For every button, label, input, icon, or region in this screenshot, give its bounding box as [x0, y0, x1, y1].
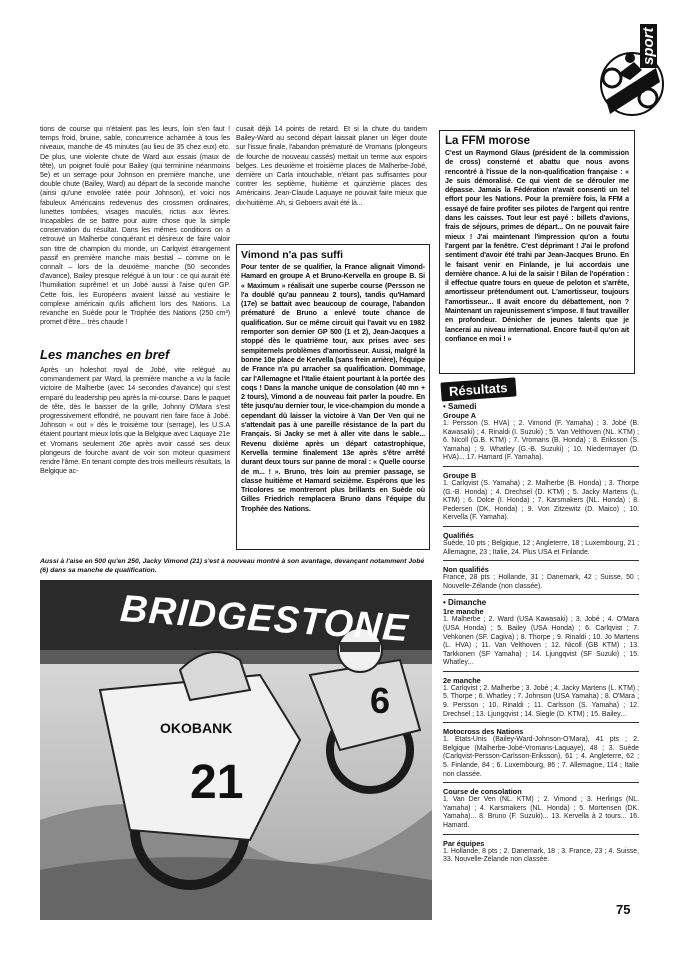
equipes-label: Par équipes	[443, 838, 485, 848]
article-manches-text: Après un holeshot royal de Jobé, vite relégué au commandement par Ward, la première manche a vu la facile victoire de Malherbe (avec 14 secondes d'avance) qui s'est emparé du leadership peu après la mi-course. Dans le paquet de tête, dès le baisser de la grille, Johnny O'Mara s'est progressivement effondré, ne pouvant rien faire face à Jobé. Johnson « out » dès le troisième tour (serrage), les U.S.A étaient pourtant mieux lotis que la Belgique avec Laquaye 21e et Vromans seulement 26e après avoir cassé ses deux plongeurs de fourche avant de voir son moteur quasiment rendre l'âme. En tenant compte des trois meilleurs résultats, la Belgique ac-	[40, 366, 230, 476]
results-panel	[443, 380, 639, 912]
vimond-box-title: Vimond n'a pas suffi	[241, 249, 344, 261]
article-col2-text: cusait déjà 14 points de retard. Et si la chute du tandem Bailey-Ward au second départ laissait planer un léger doute sur l'issue finale, l'abandon prématuré de Vromans (plongeurs de fourche de nouveau cassés) mettait un terme aux espoirs belges. Les deuxième et troisième places de Malherbe-Jobé, dernière un Carla intouchable, n'étant pas suffisantes pour contrer les septième, huitième et quinzième places des Américains. Jean-Claude Laquaye ne pouvait faire mieux que dix-huitième. Ah, si Geboers avait été là...	[236, 125, 427, 207]
motocross-results: 1. Etats-Unis (Bailey-Ward-Johnson-O'Mara), 41 pts ; 2. Belgique (Malherbe-Jobé-Vromans-Laquaye), 48 ; 3. Suède (Carlqvist-Persson-Carlsson-Eriksson), 61 ; 4. Angleterre, 62 ; 5. Finlande, 84 ; 6. Luxembourg, 86 ; 7. Allemagne, 114 ; Italie non classée.	[443, 736, 639, 778]
equipes-results: 1. Hollande, 8 pts ; 2. Danemark, 18 ; 3. France, 23 ; 4. Suisse, 33. Nouvelle-Zélande non classée.	[443, 847, 639, 864]
groupe-b-label: Groupe B	[443, 470, 477, 480]
divider	[443, 526, 639, 527]
motocross-label: Motocross des Nations	[443, 727, 524, 737]
non-qualifies-results: France, 28 pts ; Hollande, 31 ; Danemark, 42 ; Suisse, 50 ; Nouvelle-Zélande (non classée).	[443, 574, 639, 590]
rider-number-21: 21	[190, 756, 244, 809]
sport-logo	[596, 27, 666, 124]
bridgestone-banner: BRIDGESTONE	[118, 587, 411, 651]
rider-number-6: 6	[370, 680, 391, 721]
page-number: 75	[616, 902, 631, 917]
consolation-results: 1. Van Der Ven (NL. KTM) ; 2. Vimond ; 3. Herlings (NL. Yamaha) ; 4. Karsmakers (NL. Honda) ; 5. Mortensen (DK. Yamaha)... 8. Bruno (F. Suzuki)... 13. Kervella à 2 tours... 16. Hamard.	[443, 796, 639, 829]
samedi-label: • Samedi	[443, 402, 477, 411]
ffm-box-title: La FFM morose	[445, 135, 530, 147]
divider	[443, 560, 639, 561]
results-tab	[440, 377, 516, 401]
manche2-label: 2e manche	[443, 675, 481, 685]
groupe-a-label: Groupe A	[443, 411, 476, 420]
vimond-sidebar-box	[236, 244, 430, 550]
photo-caption: Aussi à l'aise en 500 qu'en 250, Jacky Vimond (21) s'est à nouveau montré à son avantage, devançant notamment Jobé (6) dans sa manche de qualification.	[40, 558, 425, 574]
manche2-results: 1. Carlqvist ; 2. Malherbe ; 3. Jobé ; 4. Jacky Martens (L. KTM) ; 5. Thorpe ; 6. Whatley ; 7. Johnson (USA Yamaha) ; 8. O'Mara ; 9. Persson ; 10. Rinaldi ; 11. Carlsson (S. Yamaha) ; 12. Drechsel ; 13. Ljungqvist ; 14. Siegle (D. KTM) ; 15. Bailey...	[443, 684, 639, 718]
section-heading-manches: Les manches en bref	[40, 347, 170, 362]
qualifies-label: Qualifiés	[443, 530, 474, 540]
divider	[443, 466, 639, 467]
divider	[443, 671, 639, 672]
qualifies-results: Suède, 10 pts ; Belgique, 12 ; Angleterre, 18 ; Luxembourg, 21 ; Allemagne, 23 ; Italie, 24. Plus USA et Finlande.	[443, 539, 639, 556]
divider	[443, 834, 639, 835]
manche1-results: 1. Malherbe ; 2. Ward (USA Kawasaki) ; 3. Jobé ; 4. O'Mara (USA Honda) ; 5. Bailey (USA Honda) ; 6. Carlqvist ; 7. Vehkonen (SF. Cagiva) ; 8. Thorpe ; 9. Rinaldi ; 10. Jo Martens (L. HVA) ; 11. Van Velthoven ; 12. Nicoll (GB KTM) ; 13. Tarkkonen (SF Yamaha) ; 14. Ljungqvist (SF Suzuki) ; 15. Whatley...	[443, 616, 639, 667]
ffm-box-text: C'est un Raymond Glaus (président de la commission de cross) consterné et abattu que nous avons rencontré à l'issue de la non-qualification française : « Je suis démoralisé. Ce qui vient de se dérouler me dépasse. Jamais la Fédération n'avait consenti un tel effort pour les Nations. Pour la première fois, la FFM a essayé de faire profiter ses pilotes de l'argent qui rentre dans les caisses. Tout leur est payé : billets d'avions, frais de séjours, primes de départ... On ne pouvait faire mieux ! J'ai maintenant l'impression qu'on a foutu l'argent par la fenêtre. C'est déprimant ! J'ai le profond sentiment d'avoir été trahi par Jean-Jacques Bruno. En le faisant venir en Finlande, je lui accordais une dernière chance. A lui de la saisir ! Bilan de l'opération : il effectue quatre tours en queue de peloton et s'arrête, amortisseur prétendument out. L'amortisseur, toujours l'amortisseur... Il avait encore du débattement, non ? Maintenant un rajeunissement s'impose. Il faut travailler en profondeur. Dénicher de jeunes talents que je lancerai au niveau international. Encore faut-il qu'on ait confiance en moi ! »	[445, 149, 629, 343]
non-qualifies-label: Non qualifiés	[443, 565, 489, 575]
ffm-sidebar-box	[439, 130, 635, 374]
groupe-a-results: 1. Persson (S. HVA) ; 2. Vimond (F. Yamaha) ; 3. Jobé (B. Kawasaki) ; 4. Rinaldi (I. Suzuki) ; 5. Van Velthoven (NL. KTM) ; 6. Nicoll (G.B. KTM) ; 7. Vromans (B. Honda) ; 8. Eriksson (S. Yamaha) ; 9. Whatley (G.-B. Suzuki) ; 10. Niedermayer (D. HVA)... 17. Hamard (F. Yamaha).	[443, 420, 639, 462]
divider	[443, 594, 639, 595]
manche1-label: 1re manche	[443, 607, 484, 617]
sponsor-label: OKOBANK	[160, 720, 233, 736]
consolation-label: Course de consolation	[443, 787, 522, 797]
divider	[443, 722, 639, 723]
dimanche-label: • Dimanche	[443, 598, 487, 608]
logo-text: sport	[640, 25, 657, 69]
divider	[443, 782, 639, 783]
groupe-b-results: 1. Carlqvist (S. Yamaha) ; 2. Malherbe (B. Honda) ; 3. Thorpe (G.-B. Honda) ; 4. Drechsel (D. KTM) ; 5. Jacky Martens (L. KTM) ; 6. Dolce (I. Honda) ; 7. Karsmakers (NL. Honda) ; 8. Pedersen (DK. Honda) ; 9. Von Zitzewitz (D. Maico) ; 10. Kervella (F. Yamaha).	[443, 479, 639, 522]
article-col1-text: tions de course qui n'étaient pas les leurs, loin s'en faut ! temps froid, bruine, sable, concurrence acharnée à tous les niveaux, manche de 45 minutes (au lieu de 35 chez eux) etc. De plus, une violente chute de Ward aux essais (maux de tête), un poignet foulé pour Bailey (qui terminine néanmoins 5e) et un serrage pour Johnson en première manche, une double chute (Bailey, Ward) au départ de la seconde manche (ainsi qu'une envolée ratée pour Johnson), et voici nos fabuleux Américains redevenus des crossmen ordinaires, lunettes tombées, visages maculés, rictus aux lèvres. Incapables de se battre pour autre chose que la simple conservation du résultat. Dans les mêmes conditions on a retrouvé un Malherbe conquérant et désireux de faire valoir son titre de champion du monde, un Carlqvist étrangement passif en première manche mais bestial – comme on le connaît – lors de la deuxième manche (50 secondes d'avance), Bailey presque relégué à un tour : ce qui aurait été l'humiliation suprême! et un Jobé aussi à l'aise qu'en GP. Cette fois, les Européens avaient laissé au vestiaire le complexe américain qu'ils affichent lors des Nations. La revanche en Suède pour le Trophée des Nations (250 cm³) promet d'être... très chaude !	[40, 125, 230, 327]
results-tab-label: Résultats	[448, 379, 508, 400]
race-photo	[40, 580, 432, 920]
vimond-box-text: Pour tenter de se qualifier, la France alignait Vimond-Hamard en groupe A et Bruno-Kervella en groupe B. Si « Maximum » réalisait une superbe course (Persson ne l'a doublé qu'au panneau 2 tours), tandis qu'Hamard (17e) se battait avec beaucoup de courage, l'abandon prématuré de Bruno a enlevé toute chance de qualification. Sur ce même circuit qui l'avait vu en 1982 remporter son dernier GP 500 (1 et 2), Jean-Jacques a stoppé dès le quatrième tour, aux prises avec ses sempiternels problèmes d'amortisseur. Aussi, malgré la bonne 10e place de Kervella (sans frein arrière), l'équipe de France n'a pu arracher sa qualification. Dommage, car l'Allemagne et l'Italie étaient pourtant à la portée des coqs ! Dans la manche unique de consolation (40 mn + 2 tours), Vimond a de nouveau fait parler la poudre. En tête jusqu'au dernier tour, le vice-champion du monde a cependant dû laisser la victoire à Van Der Ven qui ne s'attendait pas à une pareille résistance de la part du Français. Si Jacky se met à aller vite dans le sable... Revenu dixième après un départ catastrophique, Kervella termine finalement 13e après s'être arrêté durant deux tours sur panne de moral : « Quelle course de m... ! ». Bruno, très loin au premier passage, se classe huitième et Hamard seizième. Espérons que les Tricolores se montreront plus brillants en Suède où Gilles Friedrich remplacera Bruno dans l'équipe du Trophée des Nations.	[241, 263, 425, 513]
